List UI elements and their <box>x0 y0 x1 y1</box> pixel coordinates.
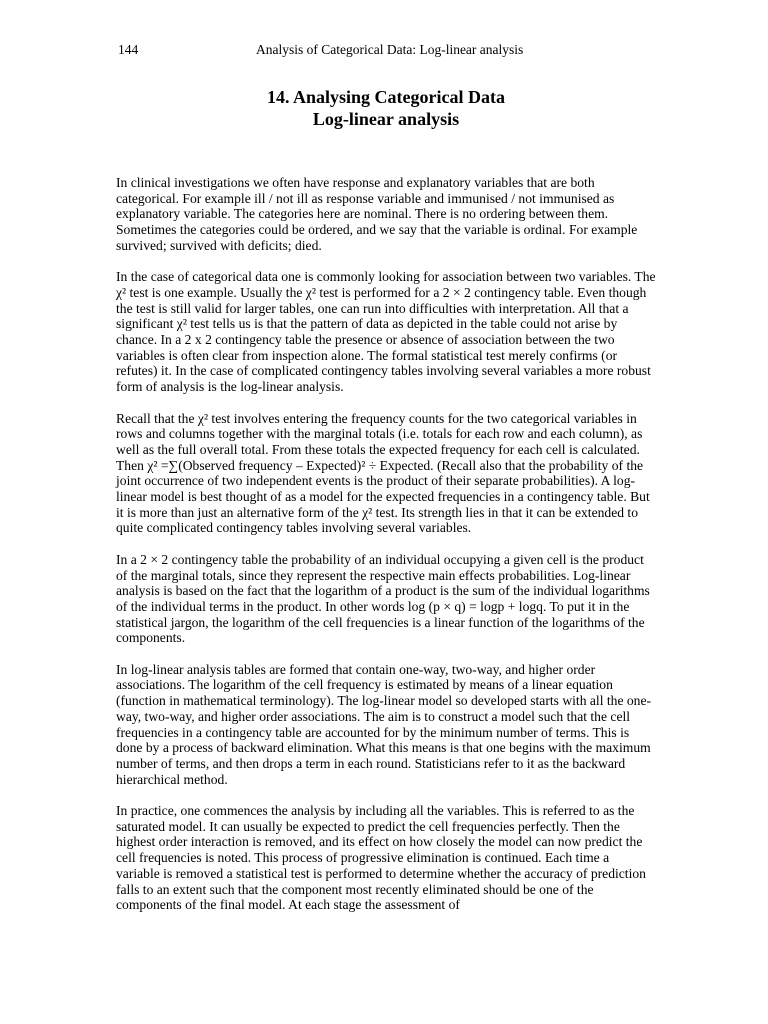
paragraph-text: In the case of categorical data one is commonly looking for association between two variables. The χ² test is one example. Usually the χ² test is performed for a 2 × 2 contingency table. Even though the test is still valid for larger tables, one can run into difficulties with interpretation. All that a significant χ² test tells us is that the pattern of data as depicted in the table could not arise by chance. In a 2 x 2 contingency table the presence or absence of association between the two variables is often clear from inspection alone. The formal statistical test merely confirms (or refutes) it. In the case of complicated contingency tables involving several variables a more robust form of analysis is the log-linear analysis. <box>116 269 659 395</box>
paragraph-text: In log-linear analysis tables are formed that contain one-way, two-way, and higher order associations. The logarithm of the cell frequency is estimated by means of a linear equation (function in mathematical terminology). The log-linear model so developed starts with all the one-way, two-way, and higher order associations. The aim is to construct a model such that the cell frequencies in a contingency table are accounted for by the minimum number of terms. This is done by a process of backward elimination. What this means is that one begins with the maximum number of terms, and then drops a term in each round. Statisticians refer to it as the backward hierarchical method. <box>116 661 655 787</box>
paragraph-text: In clinical investigations we often have response and explanatory variables that are both categorical. For example ill / not ill as response variable and immunised / not immunised as explanatory variable. The categories here are nominal. There is no ordering between them. Sometimes the categories could be ordered, and we say that the variable is ordinal. For example survived; survived with deficits; died. <box>116 175 641 253</box>
body-text <box>116 175 659 929</box>
chapter-title-line-2: Log-linear analysis <box>312 109 460 129</box>
paragraph-1 <box>116 175 656 254</box>
paragraph-text: In practice, one commences the analysis by including all the variables. This is referred to as the saturated model. It can usually be expected to predict the cell frequencies perfectly. Then the highest order interaction is removed, and its effect on how closely the model can now predict the cell frequencies is noted. This process of progressive elimination is continued. Each time a variable is removed a statistical test is performed to determine whether the accuracy of prediction falls to an extent such that the component most recently eliminated should be one of the components of the final model. At each stage the assessment of <box>116 803 650 913</box>
running-title: Analysis of Categorical Data: Log-linear analysis <box>256 42 524 57</box>
paragraph-text: Recall that the χ² test involves entering the frequency counts for the two categorical variables in rows and columns together with the marginal totals (i.e. totals for each row and each column), as well as the full overall total. From these totals the expected frequency for each cell is calculated. Then χ² =∑(Observed frequency – Expected)² ÷ Expected. (Recall also that the probability of the joint occurrence of two independent events is the product of their separate probabilities). A log-linear model is best thought of as a model for the expected frequencies in a contingency table. But it is more than just an alternative form of the χ² test. Its strength lies in that it can be extended to quite complicated contingency tables involving several variables. <box>116 410 654 536</box>
paragraph-3 <box>116 411 656 537</box>
paragraph-text: In a 2 × 2 contingency table the probability of an individual occupying a given cell is the product of the marginal totals, since they represent the respective main effects probabilities. Log-linear analysis is based on the fact that the logarithm of a product is the sum of the individual logarithms of the individual terms in the product. In other words log (p × q) = logp + logq. To put it in the statistical jargon, the logarithm of the cell frequencies is a linear function of the logarithms of the components. <box>116 551 654 646</box>
paragraph-6 <box>116 803 656 913</box>
page-number: 144 <box>118 42 139 57</box>
paragraph-4 <box>116 552 656 646</box>
page-header <box>118 41 654 59</box>
paragraph-2 <box>116 269 659 395</box>
paragraph-5 <box>116 662 656 788</box>
chapter-title <box>118 86 654 130</box>
chapter-title-line-1: 14. Analysing Categorical Data <box>267 87 505 107</box>
